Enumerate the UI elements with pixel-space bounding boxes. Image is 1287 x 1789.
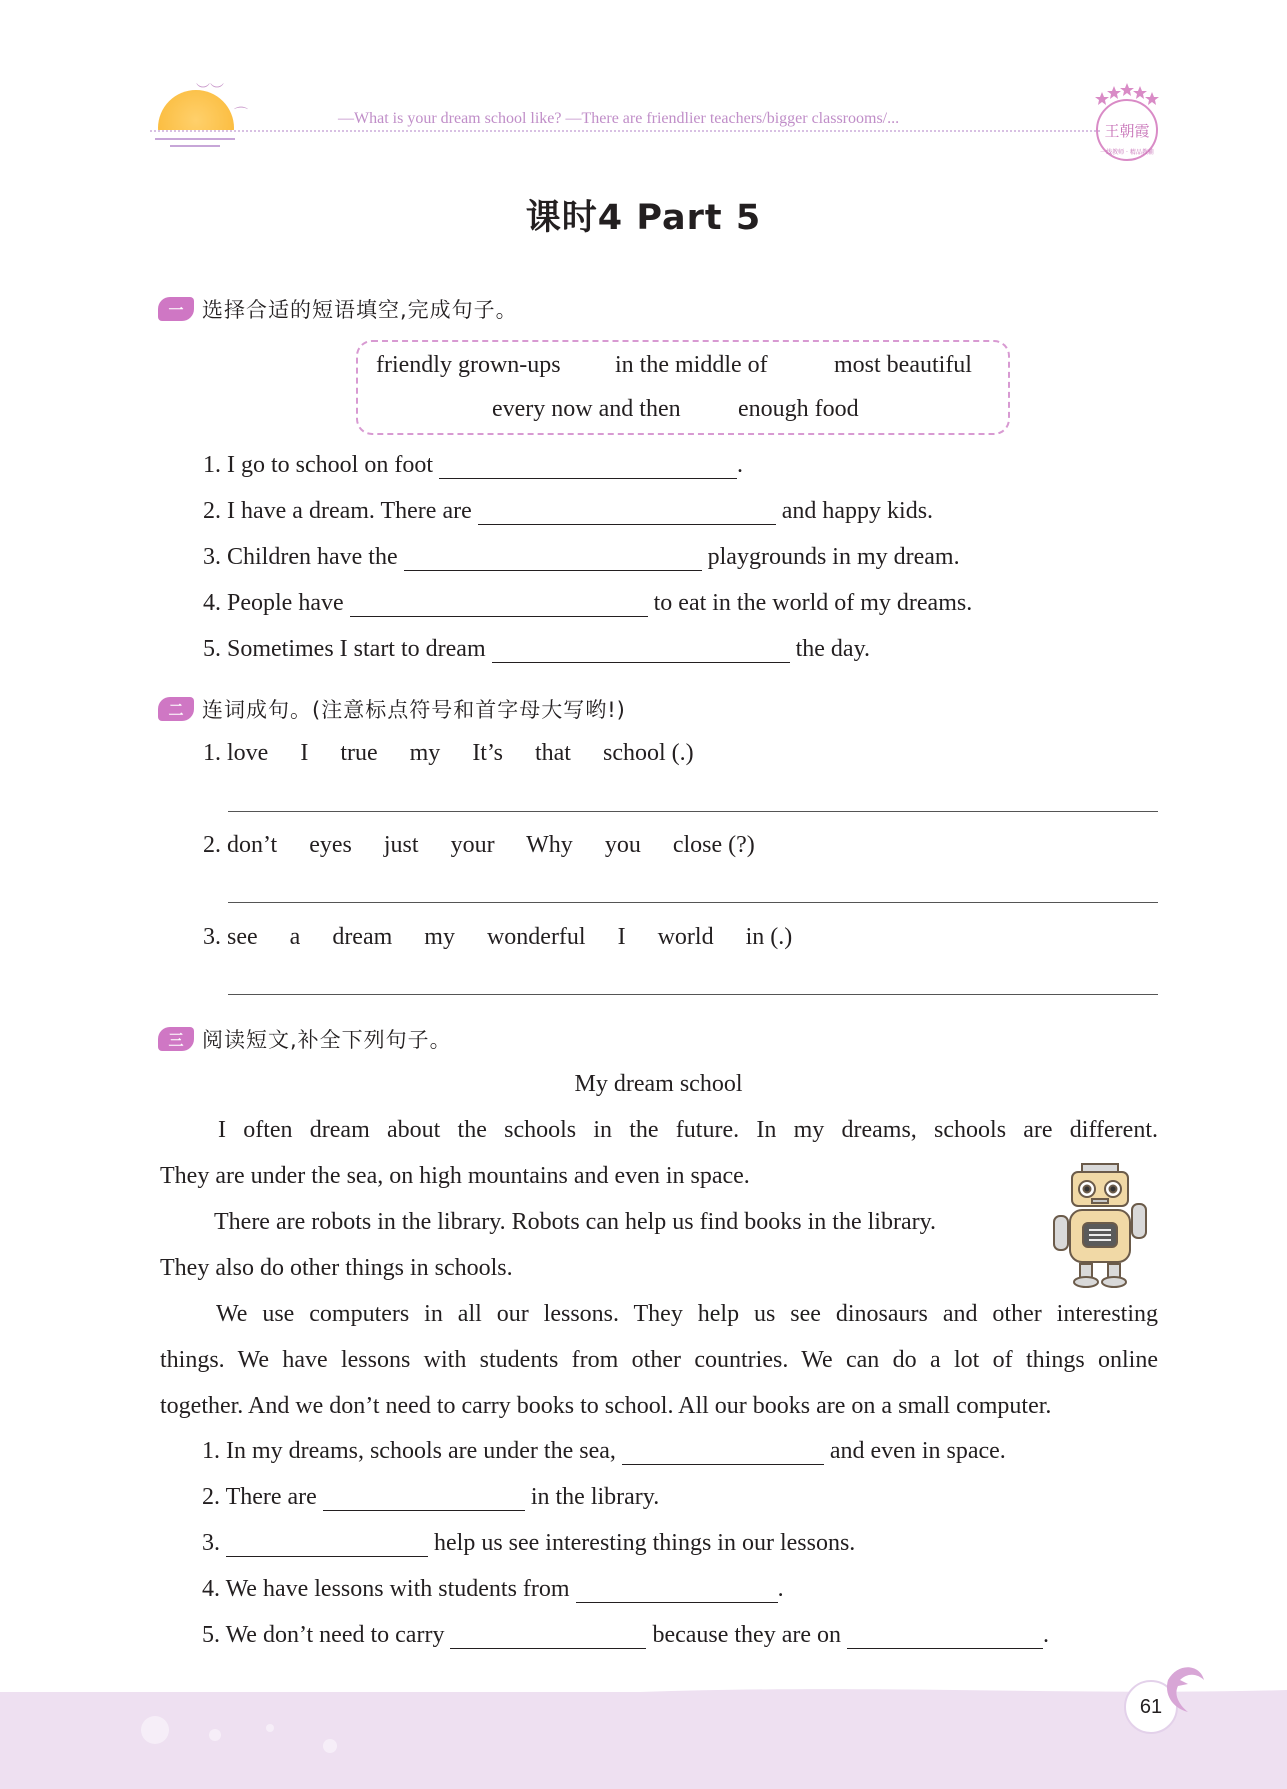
word-order-question-2 <box>203 832 755 859</box>
word: your <box>450 832 495 858</box>
robot-illustration <box>1050 1160 1150 1290</box>
reading-question-4 <box>202 1576 784 1603</box>
fill-question-2 <box>203 498 933 525</box>
lesson-title: 课时4 Part 5 <box>525 198 762 238</box>
question-text: 1. I go to school on foot <box>203 452 433 478</box>
reading-question-2 <box>202 1484 659 1511</box>
question-number: 1. <box>203 740 221 766</box>
seal-subtext: 一线教师 · 精品教辅 <box>1100 149 1154 156</box>
word: see <box>227 924 258 950</box>
passage-line: We use computers in all our lessons. They help us see dinosaurs and other interesting <box>216 1301 1158 1327</box>
section-3-heading <box>158 1024 452 1054</box>
phrase-item: in the middle of <box>615 352 768 378</box>
word: a <box>289 924 301 950</box>
passage-title: My dream school <box>574 1071 743 1097</box>
word-order-question-3 <box>203 924 792 951</box>
phrase-item: friendly grown-ups <box>376 352 561 378</box>
fill-question-5 <box>203 636 870 663</box>
answer-blank[interactable] <box>323 1485 525 1511</box>
question-number: 2. <box>203 832 221 858</box>
word: you <box>604 832 641 858</box>
section-title: 阅读短文,补全下列句子。 <box>202 1028 452 1052</box>
question-text: to eat in the world of my dreams. <box>653 590 973 616</box>
sun-mask <box>150 130 250 170</box>
question-text: 2. I have a dream. There are <box>203 498 472 524</box>
question-text: because they are on <box>652 1622 842 1648</box>
punctuation-hint: (.) <box>770 924 793 950</box>
answer-blank[interactable] <box>622 1439 824 1465</box>
question-text: 4. People have <box>203 590 344 616</box>
phrase-item: every now and then <box>492 396 681 422</box>
passage-line: They are under the sea, on high mountains and even in space. <box>160 1163 750 1189</box>
section-1-heading <box>158 294 518 324</box>
section-title: 连词成句。(注意标点符号和首字母大写哟!) <box>202 698 626 722</box>
question-text: 2. There are <box>202 1484 317 1510</box>
answer-blank[interactable] <box>404 545 702 571</box>
punctuation-hint: (.) <box>671 740 694 766</box>
fill-question-3 <box>203 544 960 571</box>
word: just <box>383 832 419 858</box>
question-text: 1. In my dreams, schools are under the sea, <box>202 1438 616 1464</box>
passage-line: things. We have lessons with students from other countries. We can do a lot of things online <box>160 1347 1158 1373</box>
fill-question-1 <box>203 452 743 479</box>
word: dream <box>332 924 393 950</box>
question-text: 5. We don’t need to carry <box>202 1622 445 1648</box>
section-badge: 一 <box>158 297 194 321</box>
question-text: the day. <box>795 636 871 662</box>
footer-bubbles <box>130 1700 390 1780</box>
header-tagline: —What is your dream school like? —There are friendlier teachers/bigger classrooms/... <box>338 110 900 127</box>
question-text: . <box>736 452 743 478</box>
question-number: 3. <box>203 924 221 950</box>
word: I <box>300 740 309 766</box>
answer-blank[interactable] <box>478 499 776 525</box>
seal-text: 王朝霞 <box>1104 122 1150 140</box>
word: my <box>409 740 441 766</box>
phrase-bank <box>356 340 1010 435</box>
page-number: 61 <box>1124 1680 1178 1734</box>
publisher-seal-icon <box>1090 80 1164 166</box>
punctuation-hint: (?) <box>728 832 755 858</box>
question-text: in the library. <box>530 1484 660 1510</box>
section-badge: 三 <box>158 1027 194 1051</box>
horizon-line <box>155 138 235 140</box>
passage-line: They also do other things in schools. <box>160 1255 513 1281</box>
section-badge: 二 <box>158 697 194 721</box>
dolphin-icon <box>1158 1660 1208 1720</box>
answer-blank[interactable] <box>226 1531 428 1557</box>
reading-question-1 <box>202 1438 1006 1465</box>
passage-line: together. And we don’t need to carry books to school. All our books are on a small computer. <box>160 1393 1052 1419</box>
question-text: . <box>777 1576 784 1602</box>
passage-line: I often dream about the schools in the future. In my dreams, schools are different. <box>218 1117 1158 1143</box>
answer-blank[interactable] <box>439 453 737 479</box>
answer-blank[interactable] <box>350 591 648 617</box>
reading-question-3 <box>202 1530 855 1557</box>
word: Why <box>526 832 573 858</box>
word: It’s <box>472 740 503 766</box>
word: eyes <box>309 832 352 858</box>
question-text: and even in space. <box>829 1438 1006 1464</box>
answer-line[interactable] <box>228 811 1158 812</box>
question-text: 5. Sometimes I start to dream <box>203 636 486 662</box>
bird-icon: ︶︶ <box>196 83 224 99</box>
word: in <box>745 924 765 950</box>
question-text: 3. Children have the <box>203 544 398 570</box>
word: close <box>672 832 723 858</box>
answer-blank[interactable] <box>576 1577 778 1603</box>
reading-question-5 <box>202 1622 1049 1649</box>
word: that <box>534 740 571 766</box>
horizon-line-2 <box>170 145 220 147</box>
word: school <box>602 740 666 766</box>
answer-line[interactable] <box>228 994 1158 995</box>
passage-line: There are robots in the library. Robots can help us find books in the library. <box>214 1209 937 1235</box>
question-text: . <box>1043 1622 1050 1648</box>
phrase-item: most beautiful <box>834 352 972 378</box>
question-text: and happy kids. <box>781 498 934 524</box>
word-order-question-1 <box>203 740 694 767</box>
fill-question-4 <box>203 590 972 617</box>
word: true <box>340 740 378 766</box>
answer-blank[interactable] <box>492 637 790 663</box>
question-text: 4. We have lessons with students from <box>202 1576 570 1602</box>
word: wonderful <box>486 924 586 950</box>
word: I <box>617 924 626 950</box>
section-2-heading <box>158 694 626 724</box>
word: world <box>657 924 714 950</box>
question-text: help us see interesting things in our lessons. <box>434 1530 856 1556</box>
answer-line[interactable] <box>228 902 1158 903</box>
word: love <box>227 740 269 766</box>
answer-blank[interactable] <box>450 1623 646 1649</box>
question-text: playgrounds in my dream. <box>707 544 960 570</box>
word: my <box>424 924 455 950</box>
answer-blank[interactable] <box>847 1623 1043 1649</box>
question-text: 3. <box>202 1530 220 1556</box>
section-title: 选择合适的短语填空,完成句子。 <box>202 298 518 322</box>
phrase-item: enough food <box>738 396 859 422</box>
header-divider <box>150 130 1100 132</box>
word: don’t <box>227 832 278 858</box>
bird-icon: ⌒ <box>234 107 248 123</box>
